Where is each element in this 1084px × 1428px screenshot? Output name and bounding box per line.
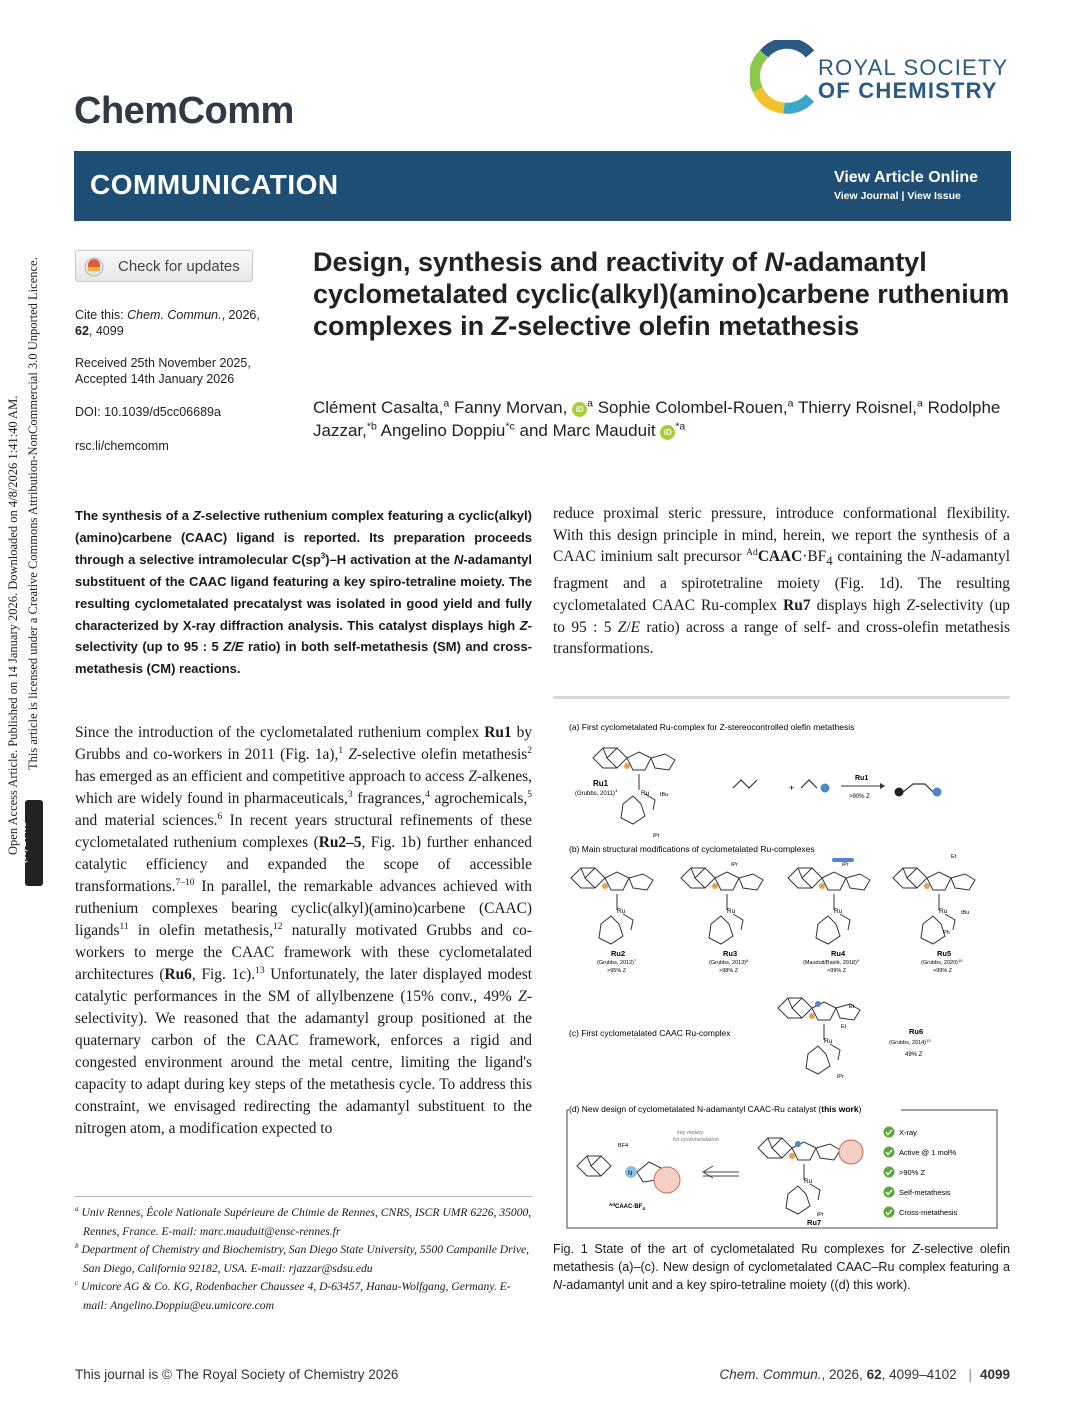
author-affiliation-mark: a [787,397,794,410]
body-text-left: Since the introduction of the cyclometalated ruthenium complex Ru1 by Grubbs and co-workers in 2011 (Fig. 1a),$^1$ Z-selective olefin metathesis$^2$ has emerged as an efficient and competitive approach to access Z-alkenes, which are widely found in pharmaceuticals,$^3$ fragrances,$^4$ agrochemicals,$^5$ and material sciences.$^6$ In recent years structural refinements of these cyclometalated ruthenium complexes (Ru2–5, Fig. 1b) further enhanced catalytic efficiency and expanded the scope of accessible transformations.$^{7-10}$ In parallel, the remarkable advances achieved with ruthenium complexes bearing cyclic(alkyl)(amino)carbene (CAAC) ligands$^{11}$ in olefin metathesis,$^{12}$ naturally motivated Grubbs and co-workers to merge the CAAC framework with these cyclometalated architectures (Ru6, Fig. 1c).$^{13}$ Unfortunately, the later displayed modest catalytic performances in the SM of allylbenzene (15% conv., 49% Z-selectivity). We reasoned that the adamantyl group positioned at the quaternary carbon of the CAAC framework, enforces a rigid and congested environment around the metal centre, limiting the ligand's capacity to adapt during key steps of the metathesis cycle. To address this constraint, we envisaged redirecting the adamantyl substituent to the nitrogen atom, a modification expected to [75,724,533,1137]
footer-year: , 2026, [821,1367,867,1382]
author [798,398,923,417]
atom-et-c1: Et [849,1004,855,1010]
atom-ru-b2: Ru [727,908,736,915]
atom-ru-c: Ru [824,1038,833,1045]
affiliation [75,1204,532,1241]
article-type-banner [74,151,1011,221]
affiliation-divider [75,1196,532,1197]
author-affiliation-mark: *b [366,420,377,433]
ru2-ref-text: (Grubbs, 2012) [597,960,634,966]
atom-n-d: N [628,1171,633,1177]
rsc-logo-icon [750,40,818,114]
cite-prefix: Cite this: [75,308,128,322]
figure-caption-text: State of the art of cyclometalated Ru complexes for Z-selective olefin metathesis (a)–(c). New design of cyclometalated CAAC–Ru complex featuring a N-adamantyl unit and a key spiro-tetraline moiety ((d) this work). [553,1242,1010,1292]
ru1-ref-sup: 1 [614,788,618,793]
title-part: Z [491,311,509,341]
key-moiety-note: key moiety [677,1130,704,1136]
author [454,398,593,417]
ru5-ref [921,958,963,966]
ru6-ref [889,1038,931,1046]
figure-caption-label: Fig. 1 [553,1242,595,1256]
view-journal-link[interactable]: View Journal [833,190,899,202]
ru5-label: Ru5 [937,949,952,958]
ru3-label: Ru3 [723,949,738,958]
check-icon [884,1187,895,1198]
author-name: Angelino Doppiu [380,421,506,440]
journal-url[interactable]: rsc.li/chemcomm [75,439,169,453]
ru6-selectivity: 49% Z [905,1052,923,1058]
accepted-date: Accepted 14th January 2026 [75,372,235,386]
panel-d-label-b: this work [821,1104,859,1114]
side-note-licence[interactable]: This article is licensed under a Creative Commons Attribution-NonCommercial 3.0 Unported Licence. [26,257,40,770]
cite-page: , 4099 [88,324,124,338]
publisher-name [818,56,1008,102]
received-date: Received 25th November 2025, [75,356,251,370]
atom-tbu-a: tBu [660,792,669,798]
check-icon [884,1147,895,1158]
abstract: The synthesis of a Z-selective ruthenium complex featuring a cyclic(alkyl)(amino)carbene (CAAC) ligand is reported. Its preparation proceeds through a selective intramolecular $C(sp^3)-H$ activation at the N-adamantyl substituent of the CAAC ligand featuring a key spiro-tetraline moiety. The resulting cyclometalated precatalyst was isolated in good yield and fully characterized by X-ray diffraction analysis. This catalyst displays high Z-selectivity (up to 95 : 5 Z/E ratio) in both self-metathesis (SM) and cross-metathesis (CM) reactions. [75,508,533,677]
author-affiliation-mark: *c [505,420,515,433]
cc-license-badge[interactable]: (cc) BY-NC [25,800,43,886]
ru3-selectivity: >98% Z [719,968,739,974]
author [313,398,449,417]
ru7-label: Ru7 [807,1218,822,1227]
panel-d-label [569,1104,862,1114]
dates [75,355,251,387]
atom-ru-b4: Ru [939,908,948,915]
checklist-item: >90% Z [899,1168,926,1177]
check-icon [884,1127,895,1138]
orcid-icon[interactable]: iD [660,425,675,440]
ru4-selectivity: >99% Z [827,968,847,974]
title-part: N [764,247,785,277]
affiliation [75,1278,532,1315]
ru6-ref-sup: 13 [926,1038,931,1043]
atom-ipr-b3: iPr [842,862,849,868]
ru2-ref [597,958,637,966]
arrow-catalyst-label: Ru1 [855,775,869,782]
affiliation-text: Umicore AG & Co. KG, Rodenbacher Chaussee 4, D-63457, Hanau-Wolfgang, Germany. E-mail: Angelino.Doppiu@eu.umicore.com [78,1280,511,1312]
feature-checklist [884,1127,958,1218]
ru1-label: Ru1 [593,779,609,788]
affiliation-mark: b [75,1242,79,1251]
footer-citation [719,1367,1010,1382]
checklist-item: Active @ 1 mol% [899,1148,957,1157]
checklist-item: X-ray [899,1128,917,1137]
article-links [834,169,978,202]
atom-et-c2: Et [841,1024,847,1030]
title-part: -selective olefin metathesis [508,311,860,341]
checklist-item: Self-metathesis [899,1188,951,1197]
figure-1-scheme [553,706,1010,1234]
citation [75,307,295,339]
page-number: 4099 [979,1367,1010,1382]
checklist-item: Cross-metathesis [899,1208,958,1217]
article-title [313,246,1013,342]
ru6-ref-text: (Grubbs, 2014) [889,1040,926,1046]
author-name: Thierry Roisnel, [797,398,917,417]
atom-ph-b4: Ph [943,930,950,936]
ru2-ref-sup: 7 [634,958,637,963]
ru3-ref-sup: 8 [746,958,749,963]
side-note-published: Open Access Article. Published on 14 January 2026. Downloaded on 4/8/2026 1:41:40 AM. [6,395,20,855]
doi[interactable]: DOI: 10.1039/d5cc06689a [75,405,221,419]
title-part: -adamantyl cyclometalated cyclic(alkyl)(amino)carbene ruthenium complexes in [313,247,1010,341]
publisher-line-2: OF CHEMISTRY [818,78,998,103]
arrow-selectivity-label: >90% Z [849,794,870,800]
ru1-ref [575,788,618,797]
panel-c-label: (c) First cyclometalated CAAC Ru-complex [569,1028,731,1038]
precursor-sub: 4 [642,1206,645,1211]
author [381,421,515,440]
atom-bf4-d: BF4 [618,1143,629,1149]
ru5-selectivity: >99% Z [933,968,953,974]
author-affiliation-mark: a [916,397,923,410]
affiliation-mark: a [75,1205,79,1214]
view-article-online-link[interactable]: View Article Online [833,169,978,186]
atom-ipr-a: iPr [653,833,660,839]
check-for-updates-label: Check for updates [118,258,240,275]
ru4-label: Ru4 [831,949,846,958]
affiliation-mark: c [75,1279,79,1288]
precursor-text: CAAC·BF [615,1204,643,1210]
footer-pages: , 4099–4102 [881,1367,957,1382]
atom-ru-b1: Ru [617,908,626,915]
author [598,398,794,417]
side-strip [0,0,50,900]
title-part: Design, synthesis and reactivity of [313,247,765,277]
ru2-label: Ru2 [611,949,626,958]
check-for-updates-button[interactable] [75,250,253,282]
check-icon [884,1207,895,1218]
ru1-ref-text: (Grubbs, 2011) [575,791,615,797]
affiliation-text: Univ Rennes, École Nationale Supérieure de Chimie de Rennes, CNRS, ISCR UMR 6226, 35000, Rennes, France. E-mail: marc.mauduit@ensc-rennes.fr [78,1206,532,1238]
affiliations [75,1204,532,1315]
plus-sign: + [789,783,795,793]
ru3-ref [709,958,749,966]
body-text-right: reduce proximal steric pressure, introduce conformational flexibility. With this design principle in mind, herein, we report the synthesis of a CAAC iminium salt precursor $^{Ad}CAAC\cdot BF_4$ containing the N-adamantyl fragment and a spirotetraline moiety (Fig. 1d). The resulting cyclometalated CAAC Ru-complex Ru7 displays high Z-selectivity (up to 95 : 5 Z/E ratio) across a range of self- and cross-olefin metathesis transformations. [553,505,1010,658]
footer-separator: | [968,1367,972,1382]
precursor-sup: Ad [609,1202,615,1207]
affiliation [75,1241,532,1278]
atom-ipr-d: iPr [817,1212,824,1218]
view-issue-link[interactable]: View Issue [907,190,961,202]
author-name: Sophie Colombel-Rouen, [597,398,788,417]
ru5-ref-sup: 10 [958,958,963,963]
ru6-label: Ru6 [909,1027,924,1036]
footer-volume: 62 [866,1367,882,1382]
author-name: Clément Casalta, [313,398,444,417]
cite-volume: 62 [75,324,89,338]
ru4-ref [803,958,860,966]
ru3-ref-text: (Grubbs, 2013) [709,960,746,966]
check-icon [884,1167,895,1178]
key-moiety-note-2: for cyclometalation [673,1137,719,1143]
ru4-ref-sup: 9 [856,958,860,963]
figure-top-rule [553,696,1010,699]
footer-copyright: This journal is © The Royal Society of Chemistry 2026 [75,1367,399,1382]
atom-ru-a: Ru [641,790,650,797]
author-name: Rodolphe Jazzar, [313,398,1001,440]
ru2-selectivity: >95% Z [607,968,627,974]
publisher-line-1: ROYAL SOCIETY [818,55,1009,80]
footer-journal: Chem. Commun. [719,1367,822,1382]
orcid-icon[interactable]: iD [572,402,587,417]
author [520,421,686,440]
ru4-ref-text: (Mauduit/Baslé, 2018) [803,960,857,966]
atom-tbu-b4: tBu [961,910,970,916]
panel-d-label-a: (d) New design of cyclometalated N-adamantyl CAAC-Ru catalyst ( [569,1104,822,1114]
author-name: Fanny Morvan, [453,398,568,417]
atom-ru-d: Ru [804,1178,813,1185]
atom-ipr-c: iPr [837,1074,844,1080]
cite-journal: Chem. Commun. [127,308,222,322]
atom-ipr-b2: iPr [731,862,738,868]
author-affiliation-mark: a [587,397,593,410]
link-separator: | [898,190,908,202]
journal-title: ChemComm [74,90,294,132]
author-list [313,396,1013,442]
panel-a-label: (a) First cyclometalated Ru-complex for Z-stereocontrolled olefin metathesis [569,722,855,732]
cite-year: , 2026, [221,308,260,322]
check-updates-icon [84,257,104,277]
precursor-label [609,1202,645,1211]
article-type: COMMUNICATION [90,169,339,200]
affiliation-text: Department of Chemistry and Biochemistry, San Diego State University, 5500 Campanile Drive, San Diego, California 92182, USA. E-mail: rjazzar@sdsu.edu [78,1243,530,1275]
figure-caption [553,1240,1010,1294]
atom-et-b4: Et [951,854,957,860]
author-affiliation-mark: *a [675,420,686,433]
atom-ru-b3: Ru [834,908,843,915]
ru5-ref-text: (Grubbs, 2020) [921,960,958,966]
author-name: and Marc Mauduit [519,421,656,440]
panel-b-label: (b) Main structural modifications of cyclometalated Ru-complexes [569,844,815,854]
panel-d-label-c: ) [858,1104,862,1114]
author-affiliation-mark: a [443,397,450,410]
